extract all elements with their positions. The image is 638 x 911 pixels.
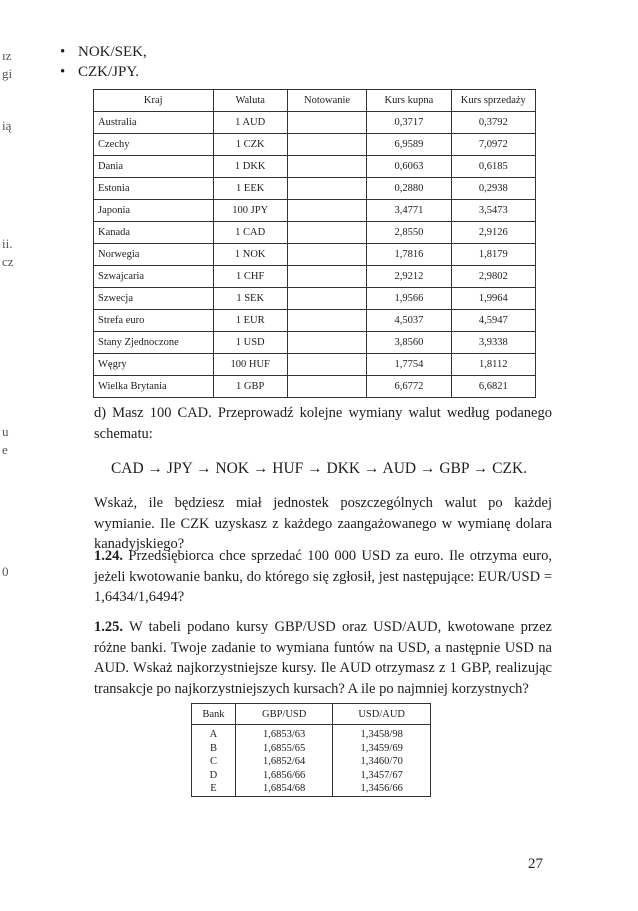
task-d-question: Wskaż, ile będziesz miał jednostek poszczególnych walut po każdej wymianie. Ile CZK uzyskasz z każdego zaangażowanego w wymianę dolara kanadyjskiego? <box>94 495 552 552</box>
margin-fragment: cz <box>2 254 14 269</box>
table-cell: 0,3717 <box>367 112 451 134</box>
table-cell: D <box>192 769 236 783</box>
table-cell: Norwegia <box>94 244 214 266</box>
table-cell: 2,9802 <box>451 266 535 288</box>
table-header-row <box>94 90 536 112</box>
table-cell: 1,8112 <box>451 354 535 376</box>
table-cell: 1 USD <box>213 332 287 354</box>
table-cell: 1,6856/66 <box>235 769 332 783</box>
exercise-number: 1.24. <box>94 548 123 564</box>
table-row <box>192 725 431 742</box>
table-cell: 0,6185 <box>451 156 535 178</box>
table-cell: 100 JPY <box>213 200 287 222</box>
table-cell: 1 EEK <box>213 178 287 200</box>
margin-fragment: u <box>2 424 9 439</box>
table-cell: 1,3459/69 <box>333 742 431 756</box>
table-cell: Kanada <box>94 222 214 244</box>
table-cell: Dania <box>94 156 214 178</box>
column-header: Kurs kupna <box>367 90 451 112</box>
table-cell: 3,5473 <box>451 200 535 222</box>
table-cell: 2,9212 <box>367 266 451 288</box>
table-cell: 1,6853/63 <box>235 725 332 742</box>
table-cell: Czechy <box>94 134 214 156</box>
table-cell: 4,5947 <box>451 310 535 332</box>
page-number: 27 <box>528 856 543 872</box>
table-row <box>192 742 431 756</box>
currency-pair-list <box>60 42 147 82</box>
table-cell <box>287 200 366 222</box>
table-cell: 1 DKK <box>213 156 287 178</box>
exercise-text: Przedsiębiorca chce sprzedać 100 000 USD za euro. Ile otrzyma euro, jeżeli kwotowanie banku, do którego się zgłosił, jest następujące: EUR/USD = 1,6434/1,6494? <box>94 548 552 605</box>
table-cell: E <box>192 782 236 796</box>
table-cell: 3,9338 <box>451 332 535 354</box>
column-header: USD/AUD <box>333 704 431 725</box>
table-cell: Wielka Brytania <box>94 376 214 398</box>
table-row <box>94 112 536 134</box>
table-cell: 6,6772 <box>367 376 451 398</box>
table-header-row <box>192 704 431 725</box>
table-cell: 1 CAD <box>213 222 287 244</box>
table-cell: 1 AUD <box>213 112 287 134</box>
table-cell: 3,4771 <box>367 200 451 222</box>
margin-fragment: 0 <box>2 564 9 579</box>
table-cell: 1 GBP <box>213 376 287 398</box>
table-cell: 1,6854/68 <box>235 782 332 796</box>
table-cell: A <box>192 725 236 742</box>
table-row <box>94 134 536 156</box>
table-cell: 1,3457/67 <box>333 769 431 783</box>
table-cell <box>287 134 366 156</box>
table-cell: C <box>192 755 236 769</box>
table-row <box>192 755 431 769</box>
table-cell: 1 SEK <box>213 288 287 310</box>
table-cell <box>287 266 366 288</box>
exchange-scheme: CAD → JPY → NOK → HUF → DKK → AUD → GBP → CZK. <box>110 460 528 477</box>
margin-fragment: ız <box>2 48 12 63</box>
table-row <box>94 222 536 244</box>
margin-fragment: ią <box>2 118 12 133</box>
column-header: Kraj <box>94 90 214 112</box>
margin-fragment: e <box>2 442 8 457</box>
bank-quotes-table <box>191 703 431 797</box>
table-cell: 1,9964 <box>451 288 535 310</box>
table-cell: 1,3460/70 <box>333 755 431 769</box>
table-row <box>94 354 536 376</box>
table-cell: 1,3458/98 <box>333 725 431 742</box>
column-header: Notowanie <box>287 90 366 112</box>
column-header: Kurs sprzedaży <box>451 90 535 112</box>
table-cell: 4,5037 <box>367 310 451 332</box>
table-row <box>94 244 536 266</box>
table-cell: 1 EUR <box>213 310 287 332</box>
table-cell: 1,3456/66 <box>333 782 431 796</box>
table-cell: Strefa euro <box>94 310 214 332</box>
table-row <box>94 266 536 288</box>
table-cell <box>287 112 366 134</box>
table-cell: 1 CZK <box>213 134 287 156</box>
table-cell <box>287 310 366 332</box>
table-cell <box>287 222 366 244</box>
task-d-intro: d) Masz 100 CAD. Przeprowadź kolejne wymiany walut według podanego schematu: <box>94 405 552 442</box>
table-cell: 0,2938 <box>451 178 535 200</box>
list-item: • NOK/SEK, <box>60 42 147 62</box>
table-cell: 6,6821 <box>451 376 535 398</box>
table-row <box>192 782 431 796</box>
table-cell: 1,7754 <box>367 354 451 376</box>
table-row <box>94 288 536 310</box>
table-cell <box>287 288 366 310</box>
table-row <box>94 156 536 178</box>
table-cell <box>287 178 366 200</box>
table-cell: Szwajcaria <box>94 266 214 288</box>
table-row <box>94 200 536 222</box>
table-cell: 2,9126 <box>451 222 535 244</box>
table-row <box>94 332 536 354</box>
table-cell: Stany Zjednoczone <box>94 332 214 354</box>
table-cell: 0,2880 <box>367 178 451 200</box>
table-cell: 1,9566 <box>367 288 451 310</box>
table-cell: 1,7816 <box>367 244 451 266</box>
table-cell: B <box>192 742 236 756</box>
table-cell: 1,6852/64 <box>235 755 332 769</box>
table-row <box>192 769 431 783</box>
column-header: Waluta <box>213 90 287 112</box>
table-cell: 1,8179 <box>451 244 535 266</box>
table-cell <box>287 332 366 354</box>
table-row <box>94 178 536 200</box>
table-cell: 1,6855/65 <box>235 742 332 756</box>
table-row <box>94 310 536 332</box>
table-row <box>94 376 536 398</box>
margin-fragment: gi <box>2 66 13 81</box>
table-cell: 7,0972 <box>451 134 535 156</box>
column-header: GBP/USD <box>235 704 332 725</box>
table-cell: Węgry <box>94 354 214 376</box>
table-cell: 0,3792 <box>451 112 535 134</box>
margin-fragment: ii. <box>2 236 13 251</box>
table-cell: 2,8550 <box>367 222 451 244</box>
table-cell: Szwecja <box>94 288 214 310</box>
table-cell: 100 HUF <box>213 354 287 376</box>
table-cell <box>287 376 366 398</box>
table-cell: 0,6063 <box>367 156 451 178</box>
exercise-1-24 <box>94 546 552 608</box>
table-cell: 1 CHF <box>213 266 287 288</box>
exercise-text: W tabeli podano kursy GBP/USD oraz USD/AUD, kwotowane przez różne banki. Twoje zadanie to wymiana funtów na USD, a następnie USD na AUD. Wskaż najkorzystniejsze kursy. Ile AUD otrzymasz z 1 GBP, realizując transakcje po najkorzystniejszych kursach? A ile po najmniej korzystnych? <box>94 619 552 697</box>
column-header: Bank <box>192 704 236 725</box>
exchange-rates-table <box>93 89 536 398</box>
exercise-number: 1.25. <box>94 619 123 635</box>
table-cell: 6,9589 <box>367 134 451 156</box>
list-item: • CZK/JPY. <box>60 62 147 82</box>
table-cell: Japonia <box>94 200 214 222</box>
table-cell: Australia <box>94 112 214 134</box>
table-cell: 1 NOK <box>213 244 287 266</box>
table-cell <box>287 244 366 266</box>
exercise-1-25 <box>94 617 552 699</box>
table-cell: Estonia <box>94 178 214 200</box>
table-cell <box>287 354 366 376</box>
table-cell: 3,8560 <box>367 332 451 354</box>
table-cell <box>287 156 366 178</box>
